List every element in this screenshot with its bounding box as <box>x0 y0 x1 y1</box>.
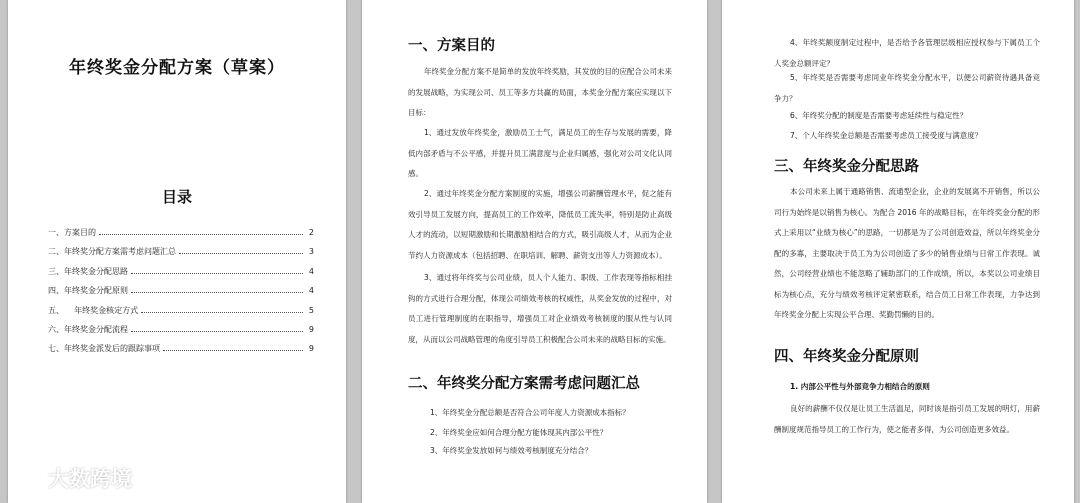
question-item: 1、年终奖金分配总额是否符合公司年度人力资源成本指标？ <box>430 408 630 417</box>
toc-leader-dots <box>99 234 303 235</box>
toc-entry-page: 3 <box>308 247 314 257</box>
toc-entry-page: 4 <box>308 266 314 276</box>
question-item: 7、个人年终奖金总额是否需要考虑员工接受度与满意度？ <box>790 131 983 140</box>
paragraph: 本公司未来上属于通路销售、流通型企业，企业的发展离不开销售，所以公司行为始终是以销售为核心。为配合 2016 年的战略目标，在年终奖金分配的形式上采用以“业绩为核心”的思路，一切都是为了公司创造效益，所以年终奖金分配的多寡，主要取决于员工为为公司创造了多少的销售业绩与日常工作表现。诚然，公司经营业绩也不能忽略了辅助部门的工作成绩，所以，本奖以公司业绩目标为核心点，充分与绩效考核评定紧密联系，结合员工日常工作表现，力争达到年终奖金分配上实现公平合理、奖勤罚懒的目的。 <box>774 187 1040 319</box>
document-page-1 <box>8 0 346 503</box>
toc-entry[interactable] <box>48 266 314 285</box>
paragraph: 2、通过年终奖金分配方案制度的实施，增强公司薪酬管理水平，促之能有效引导员工发展方向，提高员工的工作效率，降低员工流失率，特别是防止高级人才的流动，以短期激励和长期激励相结合的方式，吸引高级人才，从而为企业节约人力资源成本（包括招聘、在职培训、解聘、薪资支出等人力资源成本）。 <box>408 189 672 260</box>
paragraph: 年终奖金分配方案不是简单的发放年终奖励，其发放的目的应配合公司未来的发展战略，为实现公司、员工等多方共赢的局面，本奖金分配方案应实现以下目标： <box>408 67 672 117</box>
toc-entry-label: 三、年终奖金分配思路 <box>48 266 128 276</box>
paragraph: 良好的薪酬不仅仅是让员工生活温足，同时该是指引员工发展的明灯，用薪酬制度规范指导员工的工作行为，使之能者多得，为公司创造更多效益。 <box>774 404 1040 434</box>
toc-entry[interactable] <box>48 305 314 324</box>
document-title: 年终奖金分配方案（草案） <box>69 58 285 78</box>
question-item: 2、年终奖金应如何合理分配方能体现其内部公平性？ <box>430 428 608 437</box>
toc-entry-page: 2 <box>308 228 314 237</box>
toc-entry-label: 四、年终奖金分配原则 <box>48 286 128 296</box>
toc-entry-page: 5 <box>308 305 314 315</box>
question-item: 6、年终奖分配的制度是否需要考虑延续性与稳定性？ <box>790 111 968 120</box>
toc-leader-dots <box>141 312 303 313</box>
question-item: 4、年终奖额度制定过程中，是否给予各管理层级相应授权参与下属员工个人奖金总额评定？ <box>774 38 1040 68</box>
toc-leader-dots <box>163 350 303 351</box>
toc-entry-page: 4 <box>308 286 314 296</box>
document-page-3 <box>722 0 1074 503</box>
subsection-heading: 1. 内部公平性与外部竞争力相结合的原则 <box>790 382 930 391</box>
toc-leader-dots <box>131 292 303 293</box>
toc-title: 目录 <box>161 188 192 206</box>
section-heading: 二、年终奖分配方案需考虑问题汇总 <box>408 375 640 392</box>
paragraph: 1、通过发放年终奖金，激励员工士气，满足员工的生存与发展的需要，降低内部矛盾与不公平感，并提升员工满意度与企业归属感，强化对公司文化认同感。 <box>408 128 672 178</box>
document-page-2 <box>362 0 707 503</box>
section-heading: 一、方案目的 <box>408 37 495 54</box>
toc-leader-dots <box>131 331 303 332</box>
toc-entry-label: 一、方案目的 <box>48 228 96 237</box>
table-of-contents <box>48 227 314 363</box>
toc-entry-label: 五、 年终奖金核定方式 <box>48 305 139 315</box>
toc-entry-page: 9 <box>308 324 314 334</box>
toc-entry-label: 六、年终奖金分配流程 <box>48 324 128 334</box>
toc-entry[interactable] <box>48 246 314 265</box>
toc-entry-label: 七、年终奖金派发后的跟踪事项 <box>48 344 160 354</box>
section-heading: 四、年终奖金分配原则 <box>774 348 919 365</box>
toc-entry[interactable] <box>48 227 314 246</box>
section-heading: 三、年终奖金分配思路 <box>774 158 919 175</box>
toc-entry[interactable] <box>48 324 314 343</box>
toc-entry[interactable] <box>48 285 314 304</box>
question-item: 5、年终奖是否需要考虑同业年终奖金分配水平，以便公司薪资待遇具备竞争力？ <box>774 73 1040 103</box>
toc-leader-dots <box>179 253 303 254</box>
watermark <box>6 463 132 493</box>
brand-logo-icon <box>6 464 42 492</box>
toc-entry[interactable] <box>48 343 314 362</box>
toc-entry-label: 二、年终奖分配方案需考虑问题汇总 <box>48 247 176 257</box>
paragraph: 3、通过将年终奖与公司业绩，员人个人能力、职级、工作表现等指标相挂钩的方式进行合理分配，体现公司绩效考核的权威性，从奖金发放的过程中，对员工进行管理制度的在职指导，增强员工对企业绩效考核制度的服从性与认同度，从而以公司战略管理的角度引导员工积极配合公司未来的战略目标的实施。 <box>408 273 672 344</box>
toc-leader-dots <box>131 273 303 274</box>
question-item: 3、年终奖金发放如何与绩效考核制度充分结合？ <box>430 446 593 455</box>
toc-entry-page: 9 <box>308 344 314 354</box>
watermark-text: 大数跨境 <box>48 467 132 491</box>
